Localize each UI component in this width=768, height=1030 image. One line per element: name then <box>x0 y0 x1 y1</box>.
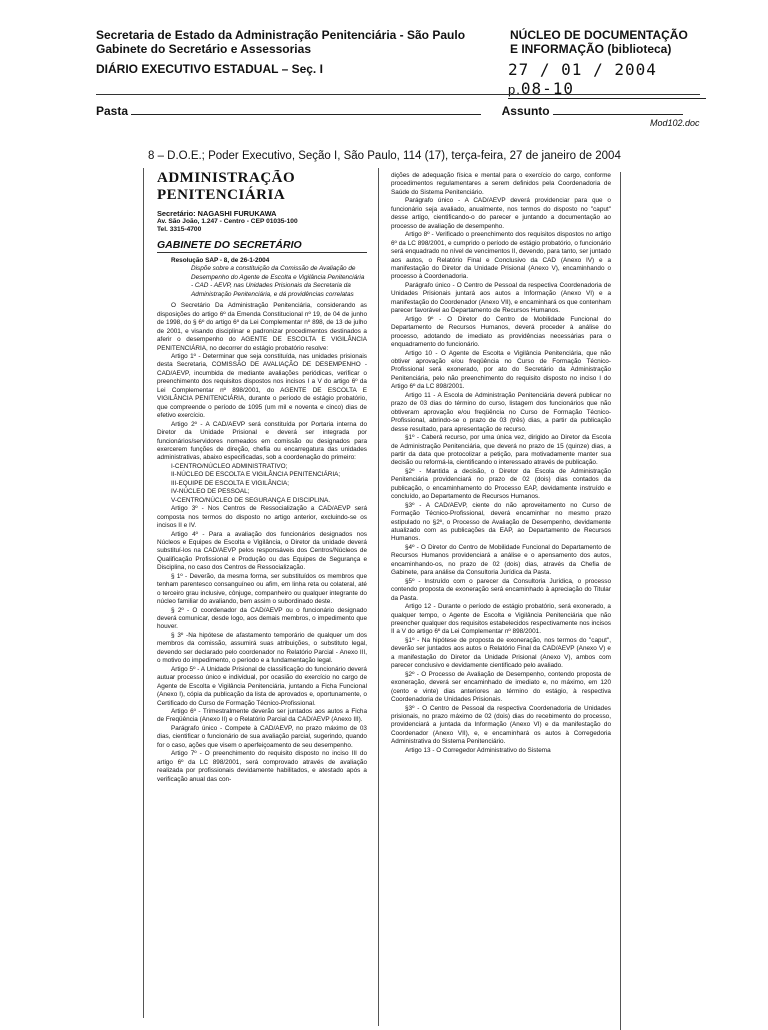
paragraph: Artigo 8º - Verificado o preenchimento dos requisitos dispostos no artigo 6º da LC 898/2001, e cumprido o período de estágio probatório, o funcionário será enquadrado no nível de vencimentos II, devendo, para tanto, ser juntado aos autos, o Relatório Final e Conclusivo da CAD (Anexo IV) e a manifestação do Diretor da Unidade Prisional (Anexo V), encaminhando o processo à Coordenadoria. <box>391 231 611 281</box>
paragraph: § 2º - O coordenador da CAD/AEVP ou o funcionário designado deverá comunicar, desde logo, aos demais membros, o impedimento que houver. <box>157 606 367 631</box>
page-label: p. <box>508 82 521 97</box>
paragraph: Parágrafo único - O Centro de Pessoal da respectiva Coordenadoria de Unidades Prisionais juntará aos autos a Informação (Anexo VI) e a manifestação do Coordenador (Anexo VII), e encaminhará os que contenham parecer favorável ao Departamento de Recursos Humanos. <box>391 281 611 315</box>
nucleo-line1: NÚCLEO DE DOCUMENTAÇÃO <box>510 28 688 42</box>
paragraph: §3º - A CAD/AEVP, ciente do não aproveitamento no Curso de Formação Técnico-Profissional, deverá encaminhar no mesmo prazo estipulado no §2º, o Processo de Avaliação de Desempenho, devidamente atualizado com as publicações da EAP, ao Departamento de Recursos Humanos. <box>391 501 611 543</box>
date-value: 27 / 01 / 2004 <box>508 60 657 79</box>
paragraph: § 3º -Na hipótese de afastamento temporário de qualquer um dos membros da comissão, assumirá suas atribuições, o substituto legal, devendo ser declarado pelo coordenador no Relatório Parcial - Anexo III, o motivo do impedimento, o período e a fundamentação legal. <box>157 631 367 665</box>
mod-label: Mod102.doc <box>650 118 700 128</box>
header-line1: Secretaria de Estado da Administração Penitenciária - São Paulo <box>96 28 466 42</box>
paragraph: Artigo 11 - A Escola de Administração Penitenciária deverá publicar no prazo de 03 dias do término do curso, listagem dos funcionários que não obtiveram aprovação e/ou freqüência no Curso de Formação Técnico-Profissional, abrindo-se o prazo de 03 (três) dias, a partir da publicação desse resultado, para apresentação de recurso. <box>391 391 611 433</box>
paragraph: Artigo 10 - O Agente de Escolta e Vigilância Penitenciária, que não obtiver aprovação e/ou freqüência no Curso de Formação Técnico-Profissional será exonerado, por ato do Secretário da Administração Penitenciária, pelo não preenchimento do requisito disposto no inciso I do Artigo 6º da LC 898/2001. <box>391 349 611 391</box>
resolucao-ementa: Dispõe sobre a constituição da Comissão de Avaliação de Desempenho do Agente de Escolta e Vigilância Penitenciária - CAD - AEVP, nas Unidades Prisionais da Secretaria da Administração Penitenciária, e dá providências correlatas <box>191 265 365 298</box>
page-value: 08-10 <box>520 79 575 98</box>
secretario-address: Av. São João, 1.247 - Centro - CEP 01035-100 <box>157 218 298 225</box>
nucleo-line2: E INFORMAÇÃO (biblioteca) <box>510 42 672 56</box>
assunto-label: Assunto <box>501 104 550 118</box>
paragraph: Parágrafo único - A CAD/AEVP deverá providenciar para que o funcionário seja avaliado, anualmente, nos termos do disposto no "caput" desse artigo, cientificando-o do parecer e juntando a documentação ao processo de avaliação de desempenho. <box>391 197 611 230</box>
paragraph: Artigo 7º - O preenchimento do requisito disposto no inciso III do artigo 6º da LC 898/2001, será comprovado através de avaliação realizada por profissionais devidamente habilitados, e atestado após a verificação anual das con- <box>157 750 367 783</box>
paragraph: §2º - Mantida a decisão, o Diretor da Escola de Administração Penitenciária providenciará no prazo de 02 (dois) dias contados da publicação, o encaminhamento do Processo EAP, devidamente instruído e concluído, ao Departamento de Recursos Humanos. <box>391 467 611 501</box>
paragraph: §1º - Caberá recurso, por uma única vez, dirigido ao Diretor da Escola de Administração Penitenciária, que deverá no prazo de 15 (quinze) dias, a partir da data que protocolizar a petição, para motivadamente manter sua decisão ou reformá-la, cientificando o interessado através de publicação. <box>391 434 611 467</box>
pasta-row <box>96 104 700 118</box>
paragraph: III-EQUIPE DE ESCOLTA E VIGILÂNCIA; <box>171 479 290 487</box>
paragraph: dições de adequação física e mental para o exercício do cargo, conforme procedimentos regulamentares a serem definidos pela Coordenadoria de Saúde do Sistema Penitenciário. <box>391 172 611 196</box>
paragraph: §5º - Instruído com o parecer da Consultoria Jurídica, o processo contendo proposta de exoneração será encaminhado à apreciação do Titular da Pasta. <box>391 577 611 602</box>
paragraph: §1º - Na hipótese de proposta de exoneração, nos termos do "caput", deverão ser juntados aos autos o Relatório Final da CAD/AEVP (Anexo V) e a manifestação do Diretor da Unidade Prisional (Anexo V), ambos com parecer conclusivo e devidamente cientificado pelo avaliado. <box>391 636 611 670</box>
paragraph: § 1º - Deverão, da mesma forma, ser substituídos os membros que tenham parentesco consanguíneo ou afim, em linha reta ou colateral, até o terceiro grau inclusive, cônjuge, companheiro ou qualquer integrante do núcleo familiar do avaliando, bem assim o subordinado deste. <box>157 572 367 606</box>
column-border-right <box>620 172 621 1030</box>
paragraph: II-NÚCLEO DE ESCOLTA E VIGILÂNCIA PENITENCIÁRIA; <box>171 471 341 479</box>
paragraph: §4º - O Diretor do Centro de Mobilidade Funcional do Departamento de Recursos Humanos providenciará a análise e o apensamento dos autos, encaminhando-os, no prazo de 02 (dois) dias, através da Chefia de Gabinete, para análise da Consultoria Jurídica da Pasta. <box>391 543 611 577</box>
column-1 <box>157 170 367 1008</box>
paragraph: Parágrafo único - Compete à CAD/AEVP, no prazo máximo de 03 dias, cientificar o funcionário de sua avaliação parcial, sugerindo, quando for o caso, ações que visem o aperfeiçoamento de seu desempenho. <box>157 724 367 749</box>
paragraph: Artigo 6º - Trimestralmente deverão ser juntados aos autos a Ficha de Freqüência (Anexo II) e o Relatório Parcial da CAD/AEVP (Anexo III). <box>157 708 367 724</box>
column-border-middle <box>378 168 379 1026</box>
header-divider <box>96 94 700 95</box>
paragraph: IV-NÚCLEO DE PESSOAL; <box>171 488 250 496</box>
pasta-field <box>131 104 481 115</box>
header-line2: Gabinete do Secretário e Assessorias <box>96 42 311 56</box>
section-title <box>157 170 367 204</box>
secretario-name: Secretário: NAGASHI FURUKAWA <box>157 209 277 218</box>
column-2-body <box>391 172 611 755</box>
paragraph: I-CENTRO/NÚCLEO ADMINISTRATIVO; <box>171 462 288 470</box>
paragraph: V-CENTRO/NÚCLEO DE SEGURANÇA E DISCIPLINA. <box>171 496 331 504</box>
paragraph: O Secretário Da Administração Penitenciária, considerando as disposições do artigo 6º da Emenda Constitucional nº 19, de 04 de junho de 1998, do § 6º do artigo 6º da Lei Complementar nº 898, de 13 de julho de 2001, e visando disciplinar e padronizar procedimentos destinados a aferir o desempenho do AGENTE DE ESCOLTA E VIGILÂNCIA PENITENCIÁRIA, no decorrer do estágio probatório resolve: <box>157 302 367 352</box>
header-left <box>96 28 465 76</box>
section-title-b: PENITENCIÁRIA <box>157 187 286 203</box>
header-right <box>510 28 688 56</box>
paragraph: Artigo 12 - Durante o período de estágio probatório, será exonerado, a qualquer tempo, o Agente de Escolta e Vigilância Penitenciária que não preencher qualquer dos requisitos estabelecidos respectivamente nos incisos II a V do artigo 6º da Lei Complementar nº 898/2001. <box>391 603 611 636</box>
resolucao-title: Resolução SAP - 8, de 26-1-2004 <box>171 257 270 264</box>
column-2 <box>391 172 611 1030</box>
paragraph: Artigo 5º - A Unidade Prisional de classificação do funcionário deverá autuar processo único e individual, por ocasião do exercício no cargo de Agente de Escolta e Vigilância Penitenciária, juntando a Ficha Funcional (Anexo I), cópia da publicação da lista de aprovados e, oportunamente, o Certificado do Curso de Formação Técnico-Profissional. <box>157 665 367 707</box>
paragraph: Artigo 3º - Nos Centros de Ressocialização a CAD/AEVP será composta nos termos do disposto no artigo anterior, excluindo-se os incisos II e IV. <box>157 505 367 530</box>
paragraph: §2º - O Processo de Avaliação de Desempenho, contendo proposta de exoneração, deverá ser encaminhado de imediato e, no máximo, em 120 (cento e vinte) dias anteriores ao término do estágio, à respectiva Coordenadoria de Unidades Prisionais. <box>391 670 611 704</box>
paragraph: Artigo 2º - A CAD/AEVP será constituída por Portaria interna do Diretor da Unidade Prisional e deverá ser integrada por funcionários/servidores nomeados em comissão ou designados para exercerem funções de direção, chefia ou encarregatura das unidades administrativas, abaixo especificadas, sob a coordenação do primeiro: <box>157 420 367 462</box>
column-border-left <box>143 168 144 1018</box>
paragraph: Artigo 9º - O Diretor do Centro de Mobilidade Funcional do Departamento de Recursos Humanos, deverá proceder à análise do processo, adotando de imediato as providências necessárias para o enquadramento do funcionário. <box>391 315 611 349</box>
paragraph: Artigo 13 - O Corregedor Administrativo do Sistema <box>405 746 551 754</box>
secretario-tel: Tel. 3315-4700 <box>157 226 202 233</box>
secretario-block <box>157 210 367 234</box>
gabinete-heading: GABINETE DO SECRETÁRIO <box>157 238 367 253</box>
paragraph: Artigo 1º - Determinar que seja constituída, nas unidades prisionais desta Secretaria, COMISSÃO DE AVALIAÇÃO DE DESEMPENHO - CAD/AEVP, incumbida de mediante avaliações periódicas, verificar o preenchimento dos requisitos dispostos nos incisos I a V do artigo 6º da Lei Complementar nº 898/2001, do AGENTE DE ESCOLTA E VIGILÂNCIA PENITENCIÁRIA, durante o período de estágio probatório, que compreende o período de 1095 (um mil e noventa e cinco) dias de efetivo exercício. <box>157 352 367 420</box>
column-1-body <box>157 302 367 784</box>
assunto-field <box>553 104 683 115</box>
diario-label: DIÁRIO EXECUTIVO ESTADUAL – Seç. I <box>96 62 323 76</box>
pasta-label: Pasta <box>96 104 129 118</box>
doe-citation: 8 – D.O.E.; Poder Executivo, Seção I, São Paulo, 114 (17), terça-feira, 27 de janeiro de 2004 <box>148 150 621 162</box>
paragraph: §3º - O Centro de Pessoal da respectiva Coordenadoria de Unidades prisionais, no prazo máximo de 02 (dois) dias do recebimento do processo, providenciará a juntada da Informação (Anexo VI) e da manifestação do Coordenador (Anexo VII), e, e encaminhará os autos à Corregedoria Administrativa do Sistema Penitenciário. <box>391 704 611 746</box>
paragraph: Artigo 4º - Para a avaliação dos funcionários designados nos Núcleos e Equipes de Escolta e Vigilância, o Diretor da unidade deverá substituí-los na CAD/AEVP pelos responsáveis dos Centros/Núcleos de Qualificação Profissional e Produção ou das Equipes de Segurança e Disciplina, no caso dos Centros de Ressocialização. <box>157 530 367 572</box>
section-title-a: ADMINISTRAÇÃO <box>157 170 296 186</box>
